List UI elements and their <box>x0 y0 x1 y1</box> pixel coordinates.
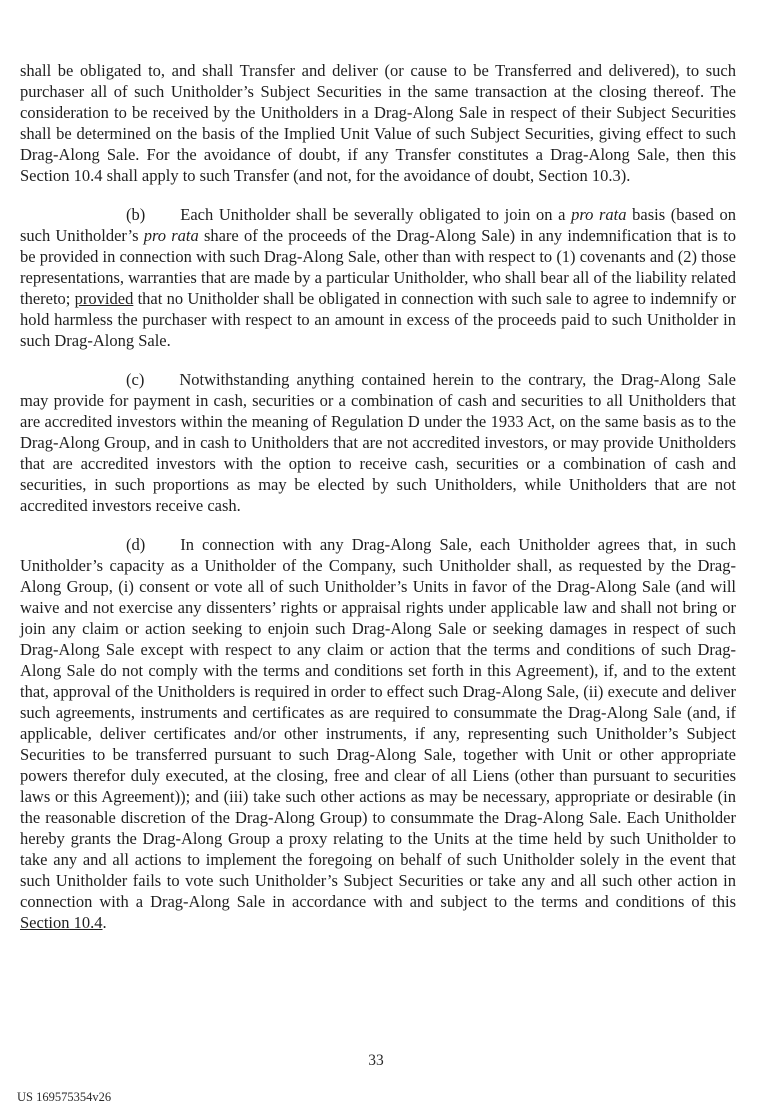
paragraph-b-text: share of the proceeds of the Drag-Along Sale) in any indemnification that is to be provided in connection with such Drag-Along Sale, other than with respect to (1) covenants and (2) those representations, warranties that are made by a particular Unitholder, who shall bear all of the liability related thereto; <box>20 226 736 308</box>
paragraph-d-label: (d) <box>126 535 146 554</box>
provided-underlined: provided <box>74 289 134 308</box>
paragraph-b-label: (b) <box>126 205 146 224</box>
paragraph-c-label: (c) <box>126 370 145 389</box>
paragraph-d-text: . <box>102 913 107 932</box>
paragraph-c-text: Notwithstanding anything contained herein to the contrary, the Drag-Along Sale may provide for payment in cash, securities or a combination of cash and securities to all Unitholders that are accredited investors within the meaning of Regulation D under the 1933 Act, on the same basis as to the Drag-Along Group, and in cash to Unitholders that are not accredited investors, or may provide Unitholders that are accredited investors with the option to receive cash, securities or a combination of cash and securities, in such proportions as may be elected by such Unitholders, while Unitholders that are not accredited investors receive cash. <box>20 370 736 515</box>
paragraph-b <box>20 204 736 351</box>
pro-rata-italic: pro rata <box>143 226 199 245</box>
paragraph-b-text: that no Unitholder shall be obligated in connection with such sale to agree to indemnify or hold harmless the purchaser with respect to an amount in excess of the proceeds paid to such Unitholder in such Drag-Along Sale. <box>20 289 736 350</box>
paragraph-d <box>20 534 736 933</box>
pro-rata-italic: pro rata <box>571 205 627 224</box>
document-id-footer: US 169575354v26 <box>17 1090 112 1104</box>
paragraph-d-text: In connection with any Drag-Along Sale, each Unitholder agrees that, in such Unitholder’s capacity as a Unitholder of the Company, such Unitholder shall, as requested by the Drag-Along Group, (i) consent or vote all of such Unitholder’s Units in favor of the Drag-Along Sale (and will waive and not exercise any dissenters’ rights or appraisal rights under applicable law and shall not bring or join any claim or action seeking to enjoin such Drag-Along Sale or seeking damages in respect of such Drag-Along Sale except with respect to any claim or action that the terms and conditions of such Drag-Along Sale do not comply with the terms and conditions set forth in this Agreement), if, and to the extent that, approval of the Unitholders is required in order to effect such Drag-Along Sale, (ii) execute and deliver such agreements, instruments and certificates as are required to consummate the Drag-Along Sale (and, if applicable, deliver certificates and/or other instruments, if any, representing such Unitholder’s Subject Securities to be transferred pursuant to such Drag-Along Sale, together with Unit or other appropriate powers therefor duly executed, at the closing, free and clear of all Liens (other than pursuant to securities laws or this Agreement)); and (iii) take such other actions as may be necessary, appropriate or desirable (in the reasonable discretion of the Drag-Along Group) to consummate the Drag-Along Sale. Each Unitholder hereby grants the Drag-Along Group a proxy relating to the Units at the time held by such Unitholder to take any and all actions to implement the foregoing on behalf of such Unitholder solely in the event that such Unitholder fails to vote such Unitholder’s Subject Securities or take any and all such other action in connection with a Drag-Along Sale in accordance with and subject to the terms and conditions of this <box>20 535 736 911</box>
paragraph-c <box>20 369 736 516</box>
paragraph-continuation <box>20 60 736 186</box>
section-10-4-reference: Section 10.4 <box>20 913 103 932</box>
paragraph-continuation-text: shall be obligated to, and shall Transfer and deliver (or cause to be Transferred and delivered), to such purchaser all of such Unitholder’s Subject Securities in the same transaction at the closing thereof. The consideration to be received by the Unitholders in a Drag-Along Sale in respect of their Subject Securities shall be determined on the basis of the Implied Unit Value of such Subject Securities, giving effect to such Drag-Along Sale. For the avoidance of doubt, if any Transfer constitutes a Drag-Along Sale, then this Section 10.4 shall apply to such Transfer (and not, for the avoidance of doubt, Section 10.3). <box>20 61 736 185</box>
page-number: 33 <box>368 1052 384 1069</box>
paragraph-b-text: basis (based on such Unitholder’s <box>20 205 736 245</box>
page-body <box>20 60 736 951</box>
paragraph-b-text: Each Unitholder shall be severally obligated to join on a <box>180 205 572 224</box>
